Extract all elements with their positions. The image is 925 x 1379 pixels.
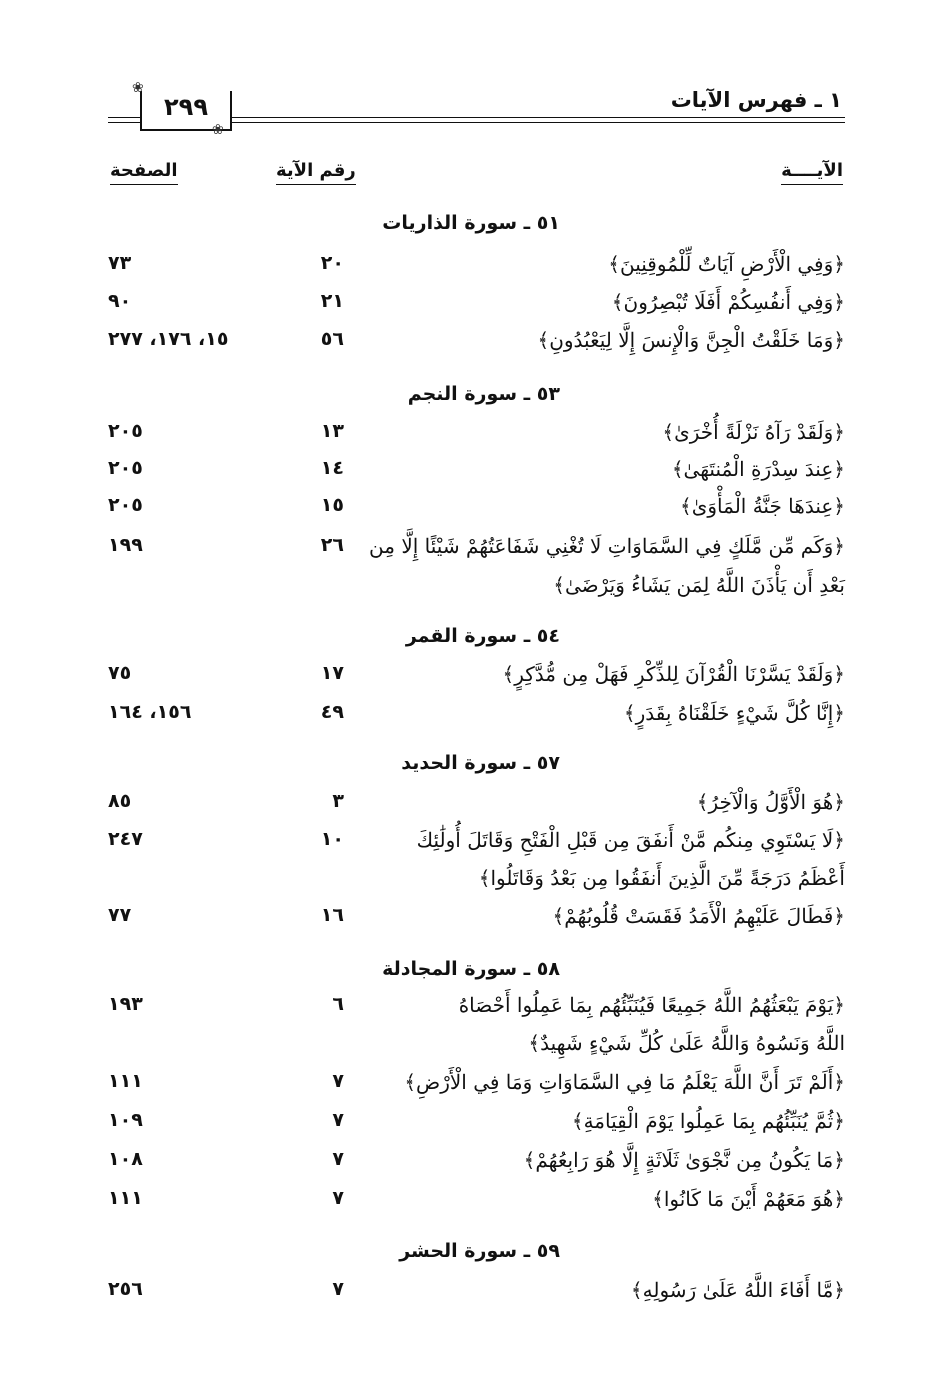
page-ref: ١٥٦، ١٦٤ (108, 701, 192, 723)
index-row (0, 494, 925, 530)
index-row (0, 328, 925, 364)
ayah-number: ٧ (332, 1187, 344, 1209)
surah-heading: ٥١ ـ سورة الذاريات (382, 212, 560, 234)
ayah-number: ٢٠ (320, 252, 344, 274)
index-row (0, 904, 925, 940)
verse-text: ﴿عِندَهَا جَنَّةُ الْمَأْوَىٰ﴾ (680, 494, 845, 518)
index-row (0, 252, 925, 288)
ayah-number: ١٠ (320, 828, 344, 850)
index-row (0, 1070, 925, 1106)
page-ref: ٢٠٥ (108, 457, 143, 479)
verse-text: ﴿مَا يَكُونُ مِن نَّجْوَىٰ ثَلَاثَةٍ إِلَّا هُوَ رَابِعُهُمْ﴾ (523, 1148, 845, 1172)
verse-text: ﴿هُوَ مَعَهُمْ أَيْنَ مَا كَانُوا﴾ (652, 1187, 845, 1211)
index-row (0, 534, 925, 570)
verse-text: ﴿إِنَّا كُلَّ شَيْءٍ خَلَقْنَاهُ بِقَدَرٍ﴾ (623, 701, 845, 725)
index-row (0, 1278, 925, 1314)
ayah-number: ٧ (332, 1109, 344, 1131)
page-ref: ٢٠٥ (108, 494, 143, 516)
index-row (0, 993, 925, 1029)
index-row (0, 828, 925, 864)
ornament-icon: ❀ (132, 80, 144, 96)
ayah-number: ١٤ (320, 457, 344, 479)
page-ref: ١٠٩ (108, 1109, 143, 1131)
verse-text: ﴿هُوَ الْأَوَّلُ وَالْآخِرُ﴾ (696, 790, 845, 814)
header-rule (232, 122, 845, 123)
ayah-number: ٢٦ (320, 534, 344, 556)
page-ref: ٨٥ (108, 790, 132, 812)
verse-text: ﴿وَلَقَدْ رَآهُ نَزْلَةً أُخْرَىٰ﴾ (662, 420, 845, 444)
verse-text: ﴿وَمَا خَلَقْتُ الْجِنَّ وَالْإِنسَ إِلَّا لِيَعْبُدُونِ﴾ (537, 328, 845, 352)
running-header-title: ١ ـ فهرس الآيات (670, 88, 842, 112)
index-row (0, 290, 925, 326)
page-ref: ١٩٩ (108, 534, 143, 556)
verse-text: ﴿وَكَم مِّن مَّلَكٍ فِي السَّمَاوَاتِ لَا تُغْنِي شَفَاعَتُهُمْ شَيْئًا إِلَّا مِن (369, 534, 845, 558)
index-row (0, 457, 925, 493)
ayah-number: ١٦ (320, 904, 344, 926)
ayah-number: ١٣ (320, 420, 344, 442)
verse-text: ﴿وَلَقَدْ يَسَّرْنَا الْقُرْآنَ لِلذِّكْرِ فَهَلْ مِن مُّدَّكِرٍ﴾ (502, 662, 845, 686)
column-heading-ayah: الآيــــة (781, 160, 843, 185)
verse-text: ﴿فَطَالَ عَلَيْهِمُ الْأَمَدُ فَقَسَتْ قُلُوبُهُمْ﴾ (552, 904, 845, 928)
index-row (0, 1148, 925, 1184)
page-ref: ٩٠ (108, 290, 132, 312)
verse-text: ﴿يَوْمَ يَبْعَثُهُمُ اللَّهُ جَمِيعًا فَيُنَبِّئُهُم بِمَا عَمِلُوا أَحْصَاهُ (458, 993, 845, 1017)
ayah-number: ٧ (332, 1278, 344, 1300)
ayah-number: ٧ (332, 1148, 344, 1170)
page-ref: ٢٤٧ (108, 828, 143, 850)
page-ref: ٧٧ (108, 904, 132, 926)
index-row (0, 662, 925, 698)
verse-text: ﴿وَفِي أَنفُسِكُمْ أَفَلَا تُبْصِرُونَ﴾ (611, 290, 845, 314)
ayah-number: ٣ (332, 790, 344, 812)
verse-text: ﴿عِندَ سِدْرَةِ الْمُنتَهَىٰ﴾ (671, 457, 845, 481)
index-row (0, 1187, 925, 1223)
column-heading-ayah-number: رقم الآية (276, 160, 356, 185)
page-ref: ٧٣ (108, 252, 132, 274)
verse-text: ﴿وَفِي الْأَرْضِ آيَاتٌ لِّلْمُوقِنِينَ﴾ (608, 252, 845, 276)
index-row (0, 701, 925, 737)
ayah-number: ٦ (332, 993, 344, 1015)
surah-heading: ٥٤ ـ سورة القمر (405, 625, 560, 647)
surah-heading: ٥٧ ـ سورة الحديد (401, 752, 560, 774)
page-number: ٢٩٩ (164, 93, 208, 121)
verse-continuation: اللَّهُ وَنَسُوهُ وَاللَّهُ عَلَىٰ كُلِّ شَيْءٍ شَهِيدٌ﴾ (528, 1031, 845, 1055)
verse-text: ﴿ثُمَّ يُنَبِّئُهُم بِمَا عَمِلُوا يَوْمَ الْقِيَامَةِ﴾ (571, 1109, 845, 1133)
page-ref: ٢٠٥ (108, 420, 143, 442)
page-ref: ١٩٣ (108, 993, 143, 1015)
index-row (0, 790, 925, 826)
page-ref: ١٠٨ (108, 1148, 143, 1170)
surah-heading: ٥٩ ـ سورة الحشر (399, 1240, 560, 1262)
header-rule (232, 117, 845, 118)
surah-heading: ٥٨ ـ سورة المجادلة (382, 958, 560, 980)
ayah-number: ١٧ (320, 662, 344, 684)
verse-text: ﴿لَا يَسْتَوِي مِنكُم مَّنْ أَنفَقَ مِن قَبْلِ الْفَتْحِ وَقَاتَلَ أُولَٰئِكَ (416, 828, 845, 852)
ayah-number: ٤٩ (320, 701, 344, 723)
index-row (0, 420, 925, 456)
verse-text: ﴿مَّا أَفَاءَ اللَّهُ عَلَىٰ رَسُولِهِ﴾ (630, 1278, 845, 1302)
ayah-number: ٢١ (320, 290, 344, 312)
ayah-number: ٥٦ (320, 328, 344, 350)
verse-text: ﴿أَلَمْ تَرَ أَنَّ اللَّهَ يَعْلَمُ مَا فِي السَّمَاوَاتِ وَمَا فِي الْأَرْضِ﴾ (404, 1070, 845, 1094)
surah-heading: ٥٣ ـ سورة النجم (407, 383, 560, 405)
verse-continuation: أَعْظَمُ دَرَجَةً مِّنَ الَّذِينَ أَنفَقُوا مِن بَعْدُ وَقَاتَلُوا﴾ (478, 866, 845, 890)
page-ref: ١٥، ١٧٦، ٢٧٧ (108, 328, 229, 350)
page-ref: ٢٥٦ (108, 1278, 143, 1300)
page-ref: ٧٥ (108, 662, 132, 684)
header-rule-stub (108, 117, 140, 118)
verse-continuation: بَعْدِ أَن يَأْذَنَ اللَّهُ لِمَن يَشَاءُ وَيَرْضَىٰ﴾ (553, 573, 845, 597)
ayah-number: ١٥ (320, 494, 344, 516)
ornament-icon: ❀ (212, 122, 224, 138)
page-ref: ١١١ (108, 1070, 143, 1092)
ayah-number: ٧ (332, 1070, 344, 1092)
index-row (0, 1109, 925, 1145)
column-heading-page: الصفحة (110, 160, 178, 185)
page-ref: ١١١ (108, 1187, 143, 1209)
header-rule-stub (108, 122, 140, 123)
